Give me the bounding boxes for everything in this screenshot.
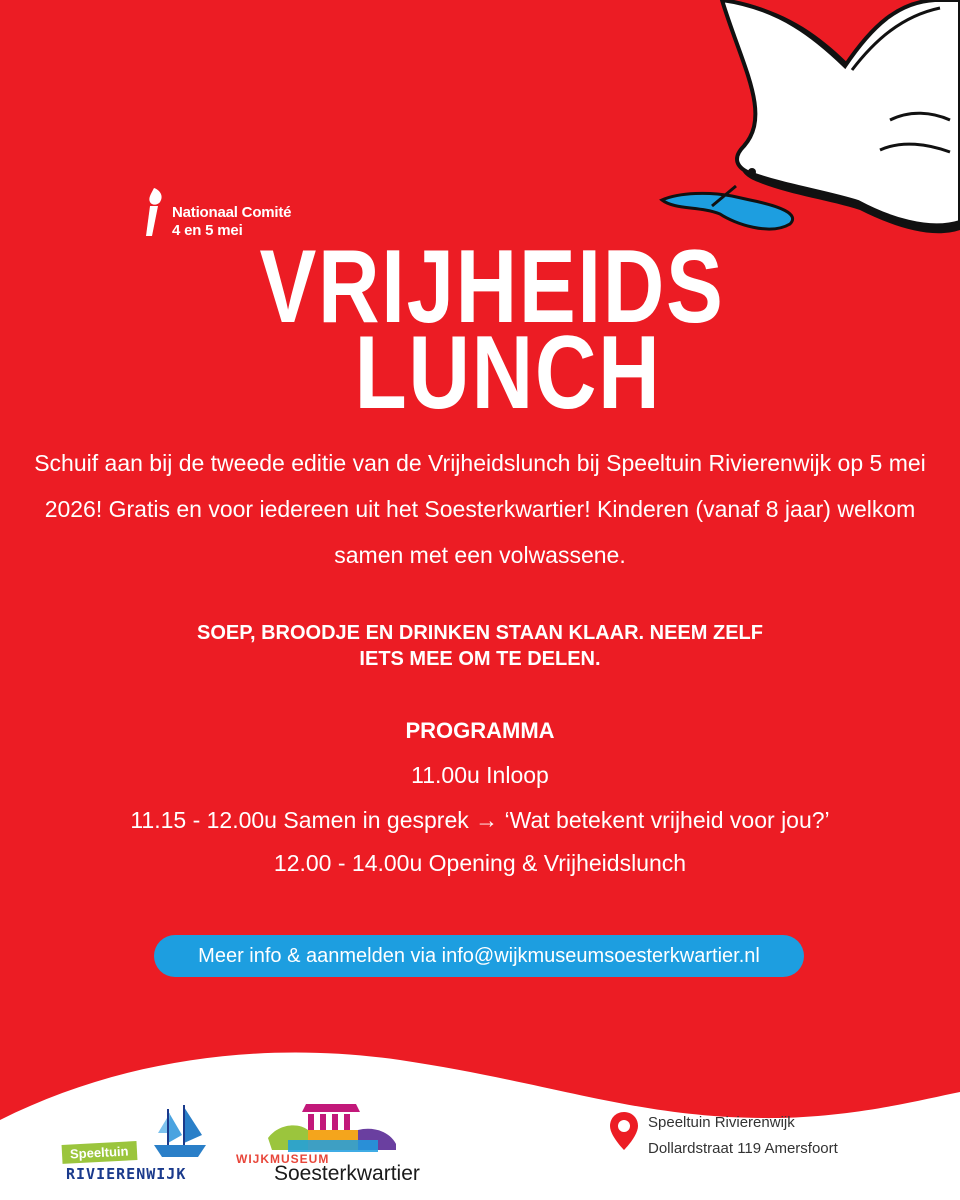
wijkmuseum-name: Soesterkwartier: [274, 1162, 420, 1185]
programme-item: 11.00u Inloop: [411, 762, 549, 788]
dove-illustration: [640, 0, 960, 245]
info-signup-button[interactable]: Meer info & aanmelden via info@wijkmuseumsoesterkwartier.nl: [154, 935, 804, 977]
map-pin-icon: [610, 1112, 638, 1150]
intro-text: Schuif aan bij de tweede editie van de Vrijheidslunch bij Speeltuin Rivierenwijk op 5 mei 2026! Gratis en voor iedereen uit het Soesterkwartier! Kinderen (vanaf 8 jaar) welkom samen met een volwassene.: [34, 450, 926, 568]
note-line-1: SOEP, BROODJE EN DRINKEN STAAN KLAAR. NEEM ZELF: [197, 622, 763, 644]
speeltuin-logo: [56, 1105, 216, 1190]
comite-line-2: 4 en 5 mei: [172, 222, 243, 239]
programme-heading: PROGRAMMA: [405, 718, 555, 743]
museum-building-icon: [268, 1100, 398, 1156]
wijkmuseum-logo: [232, 1100, 432, 1190]
title-line-1: VRIJHEIDS: [259, 229, 725, 345]
programme-item: 11.15 - 12.00u Samen in gesprek → ‘Wat betekent vrijheid voor jou?’: [130, 807, 830, 833]
wijkmuseum-label: WIJKMUSEUM: [236, 1152, 330, 1166]
ship-icon: [148, 1105, 212, 1161]
title-line-2: LUNCH: [354, 315, 662, 431]
location-address: Dollardstraat 119 Amersfoort: [648, 1140, 838, 1157]
bring-along-note: [150, 620, 810, 672]
location-text: [648, 1110, 838, 1162]
comite-line-1: Nationaal Comité: [172, 204, 292, 221]
location-name: Speeltuin Rivierenwijk: [648, 1114, 795, 1131]
location: [610, 1108, 930, 1168]
note-line-2: IETS MEE OM TE DELEN.: [359, 648, 601, 670]
speeltuin-tag: Speeltuin: [62, 1141, 137, 1164]
speeltuin-name: RIVIERENWIJK: [66, 1165, 187, 1183]
programme-item: 12.00 - 14.00u Opening & Vrijheidslunch: [273, 850, 687, 876]
